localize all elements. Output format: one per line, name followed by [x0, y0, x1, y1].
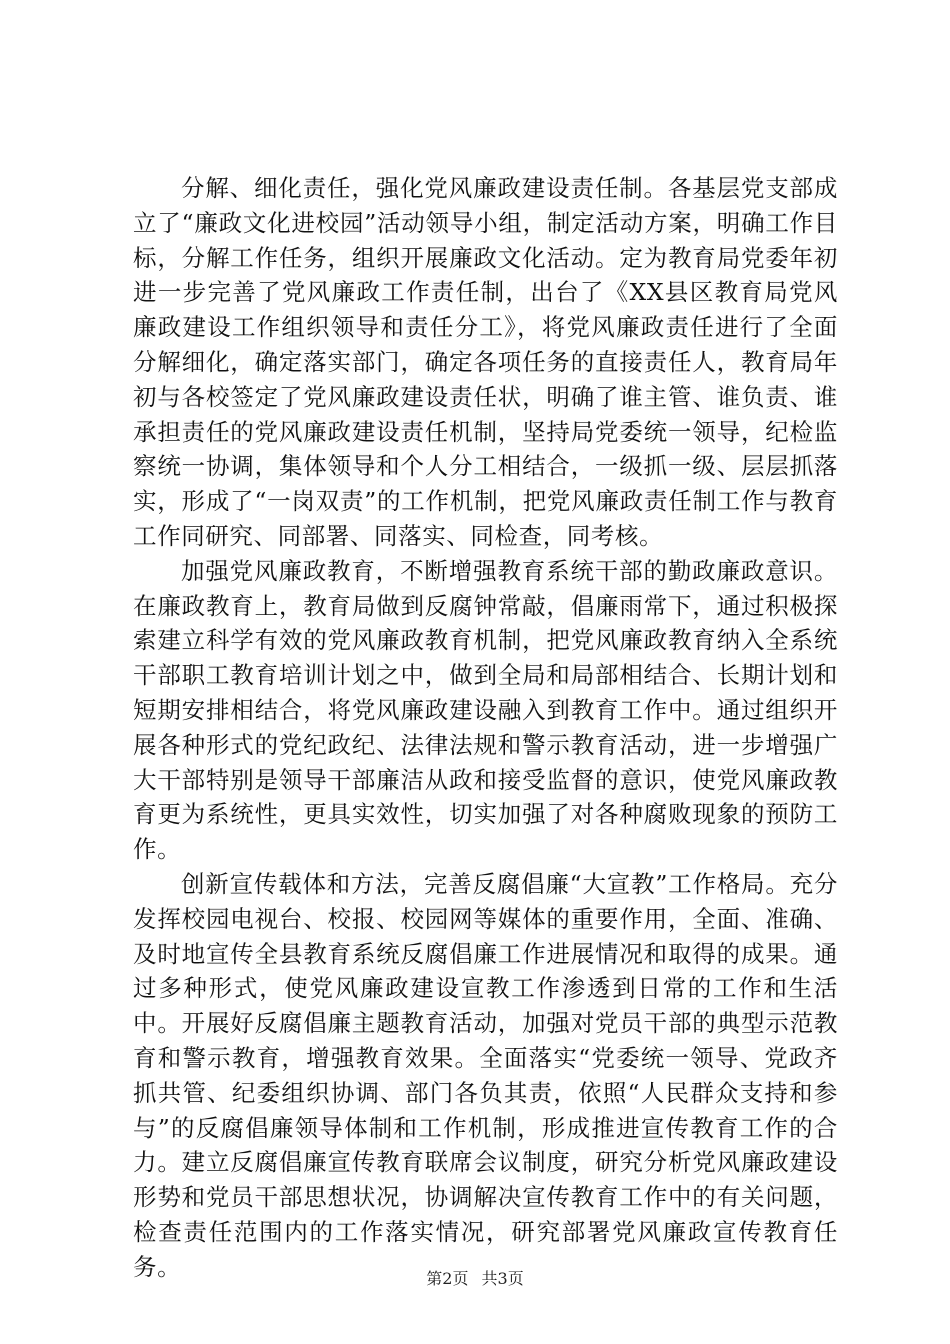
paragraph-publicity: 创新宣传载体和方法，完善反腐倡廉“大宣教”工作格局。充分发挥校园电视台、校报、校园网等媒体的重要作用，全面、准确、及时地宣传全县教育系统反腐倡廉工作进展情况和取得的成果。通过多种形式，使党风廉政建设宣教工作渗透到日常的工作和生活中。开展好反腐倡廉主题教育活动，加强对党员干部的典型示范教育和警示教育，增强教育效果。全面落实“党委统一领导、党政齐抓共管、纪委组织协调、部门各负其责，依照“人民群众支持和参与”的反腐倡廉领导体制和工作机制，形成推进宣传教育工作的合力。建立反腐倡廉宣传教育联席会议制度，研究分析党风廉政建设形势和党员干部思想状况，协调解决宣传教育工作中的有关问题，检查责任范围内的工作落实情况，研究部署党风廉政宣传教育任务。 — [133, 869, 838, 1281]
page-total: 共3页 — [481, 1269, 524, 1288]
paragraph-responsibility: 分解、细化责任，强化党风廉政建设责任制。各基层党支部成立了“廉政文化进校园”活动领导小组，制定活动方案，明确工作目标，分解工作任务，组织开展廉政文化活动。定为教育局党委年初进一步完善了党风廉政工作责任制，出台了《XX县区教育局党风廉政建设工作组织领导和责任分工》，将党风廉政责任进行了全面分解细化，确定落实部门，确定各项任务的直接责任人，教育局年初与各校签定了党风廉政建设责任状，明确了谁主管、谁负责、谁承担责任的党风廉政建设责任机制，坚持局党委统一领导，纪检监察统一协调，集体领导和个人分工相结合，一级抓一级、层层抓落实，形成了“一岗双责”的工作机制，把党风廉政责任制工作与教育工作同研究、同部署、同落实、同检查，同考核。 — [133, 174, 838, 550]
document-body — [133, 171, 838, 1285]
page-number: 第2页 — [426, 1269, 469, 1288]
paragraph-education: 加强党风廉政教育，不断增强教育系统干部的勤政廉政意识。在廉政教育上，教育局做到反腐钟常敲，倡廉雨常下，通过积极探索建立科学有效的党风廉政教育机制，把党风廉政教育纳入全系统干部职工教育培训计划之中，做到全局和局部相结合、长期计划和短期安排相结合，将党风廉政建设融入到教育工作中。通过组织开展各种形式的党纪政纪、法律法规和警示教育活动，进一步增强广大干部特别是领导干部廉洁从政和接受监督的意识，使党风廉政教育更为系统性，更具实效性，切实加强了对各种腐败现象的预防工作。 — [133, 556, 838, 864]
page-footer — [0, 1268, 950, 1290]
